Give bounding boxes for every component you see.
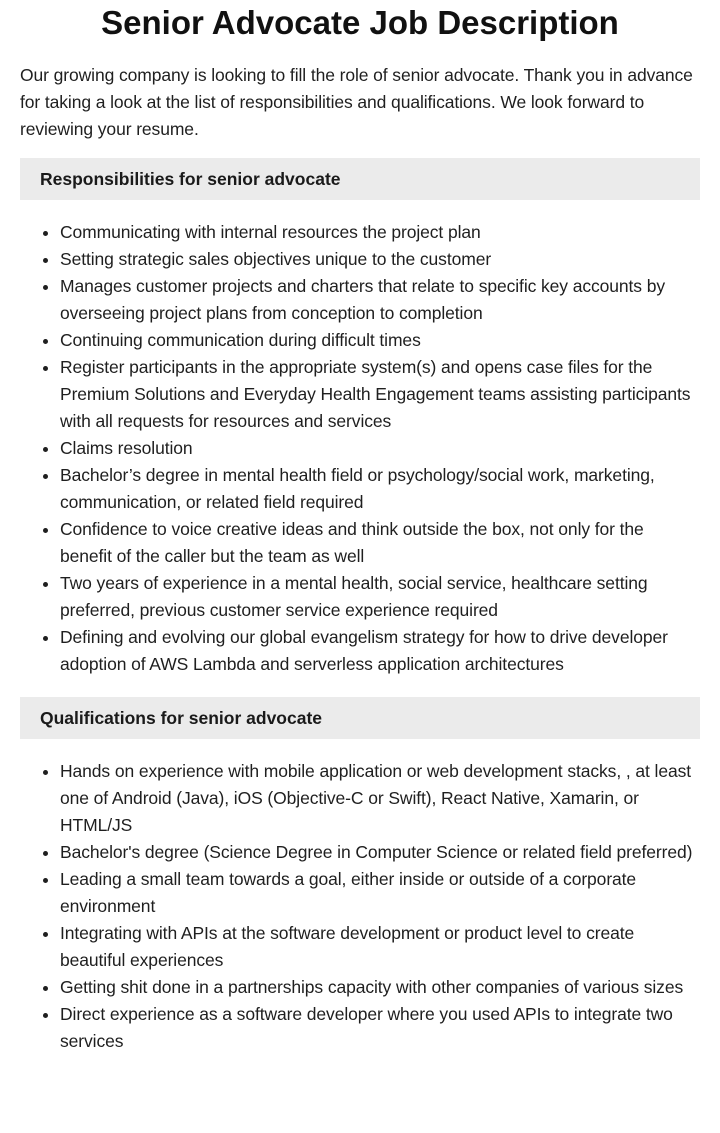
qualifications-list <box>20 758 700 1055</box>
list-item: • Confidence to voice creative ideas and think outside the box, not only for the benefit of the caller but the team as well <box>60 516 700 570</box>
list-item: • Bachelor’s degree in mental health field or psychology/social work, marketing, communication, or related field required <box>60 462 700 516</box>
list-item: • Hands on experience with mobile application or web development stacks, , at least one of Android (Java), iOS (Objective-C or Swift), React Native, Xamarin, or HTML/JS <box>60 758 700 839</box>
responsibilities-heading: Responsibilities for senior advocate <box>20 158 700 200</box>
intro-paragraph: Our growing company is looking to fill the role of senior advocate. Thank you in advance for taking a look at the list of responsibilities and qualifications. We look forward to reviewing your resume. <box>20 65 693 139</box>
page-title: Senior Advocate Job Description <box>101 4 619 41</box>
qualifications-heading: Qualifications for senior advocate <box>20 697 700 739</box>
list-item: • Two years of experience in a mental health, social service, healthcare setting preferred, previous customer service experience required <box>60 570 700 624</box>
list-item: • Manages customer projects and charters that relate to specific key accounts by overseeing project plans from conception to completion <box>60 273 700 327</box>
list-item: • Defining and evolving our global evangelism strategy for how to drive developer adoption of AWS Lambda and serverless application architectures <box>60 624 700 678</box>
list-item: • Bachelor's degree (Science Degree in Computer Science or related field preferred) <box>60 839 700 866</box>
list-item: • Setting strategic sales objectives unique to the customer <box>60 246 700 273</box>
list-item: • Integrating with APIs at the software development or product level to create beautiful experiences <box>60 920 700 974</box>
list-item: • Communicating with internal resources the project plan <box>60 219 700 246</box>
list-item: • Direct experience as a software developer where you used APIs to integrate two services <box>60 1001 700 1055</box>
list-item: • Leading a small team towards a goal, either inside or outside of a corporate environment <box>60 866 700 920</box>
list-item: • Claims resolution <box>60 435 700 462</box>
list-item: • Continuing communication during difficult times <box>60 327 700 354</box>
list-item: • Register participants in the appropriate system(s) and opens case files for the Premium Solutions and Everyday Health Engagement teams assisting participants with all requests for resources and services <box>60 354 700 435</box>
list-item: • Getting shit done in a partnerships capacity with other companies of various sizes <box>60 974 700 1001</box>
responsibilities-list <box>20 219 700 678</box>
